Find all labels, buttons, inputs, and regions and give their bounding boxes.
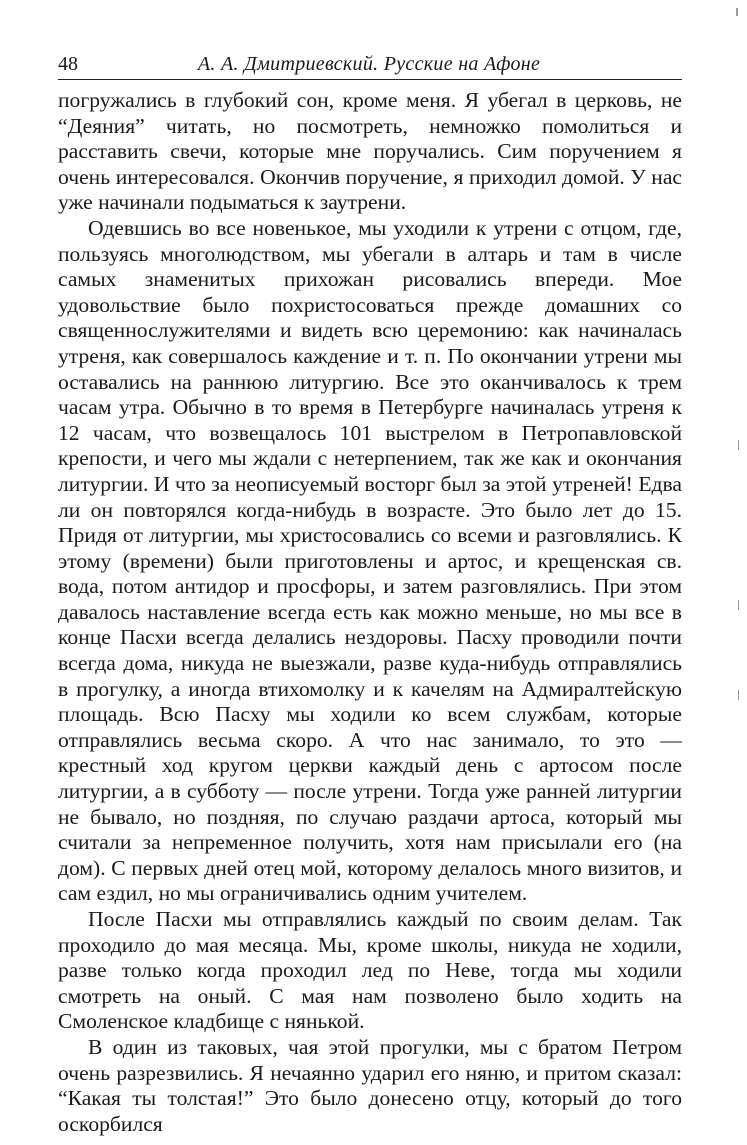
scan-artifact (738, 600, 739, 610)
scan-artifact (738, 440, 739, 450)
body-text (58, 88, 682, 1137)
paragraph-walk: В один из таковых, чая этой прогулки, мы с братом Петром очень разрезвились. Я нечаянно ударил его няню, и притом сказал: “Какая ты толстая!” Это было донесено отцу, который до того оскорбился (58, 1034, 682, 1136)
page-header (58, 52, 680, 80)
scan-artifact (736, 8, 738, 16)
paragraph-continued: погружались в глубокий сон, кроме меня. Я убегал в церковь, не “Деяния” читать, но посмотреть, немножко помолиться и расставить свечи, которые мне поручались. Сим поручением я очень интересовался. Окончив поручение, я приходил домой. У нас уже начинали подыматься к заутрени. (58, 88, 682, 215)
paragraph-easter-matins: Одевшись во все новенькое, мы уходили к утрени с отцом, где, пользуясь многолюдством, мы убегали в алтарь и там в числе самых знаменитых прихожан рисовались впереди. Мое удовольствие было похристосоваться прежде домашних со священнослужителями и видеть всю церемонию: как начиналась утреня, как совершалось каждение и т. п. По окончании утрени мы оставались на раннюю литургию. Все это оканчивалось к трем часам утра. Обычно в то время в Петербурге начиналась утреня к 12 часам, что возвещалось 101 выстрелом в Петропавловской крепости, и чего мы ждали с нетерпением, так же как и окончания литургии. И что за неописуемый восторг был за этой утреней! Едва ли он повторялся когда-нибудь в возрасте. Это было лет до 15. Придя от литургии, мы христосовались со всеми и разговлялись. К этому (времени) были приготовлены и артос, и крещенская св. вода, потом антидор и просфоры, и затем разговлялись. При этом давалось наставление всегда есть как можно меньше, но мы все в конце Пасхи всегда делались нездоровы. Пасху проводили почти всегда дома, никуда не выезжали, разве куда-нибудь отправлялись в прогулку, а иногда втихомолку и к качелям на Адмиралтейскую площадь. Всю Пасху мы ходили ко всем службам, которые отправлялись весьма скоро. А что нас занимало, то это — крестный ход кругом церкви каждый день с артосом после литургии, а в субботу — после утрени. Тогда уже ранней литургии не бывало, но поздняя, по случаю раздачи артоса, который мы считали за непременное получить, хотя нам присылали его (на дом). С первых дней отец мой, которому делалось много визитов, и сам ездил, но мы ограничивались одним учителем. (58, 215, 682, 906)
running-title: А. А. Дмитриевский. Русские на Афоне (197, 53, 541, 75)
header-rule (58, 79, 682, 80)
scan-artifact (738, 690, 739, 700)
page-number: 48 (58, 53, 78, 75)
paragraph-after-easter: После Пасхи мы отправлялись каждый по своим делам. Так проходило до мая месяца. Мы, кроме школы, никуда не ходили, разве только когда проходил лед по Неве, тогда мы ходили смотреть на оный. С мая нам позволено было ходить на Смоленское кладбище с нянькой. (58, 907, 682, 1034)
